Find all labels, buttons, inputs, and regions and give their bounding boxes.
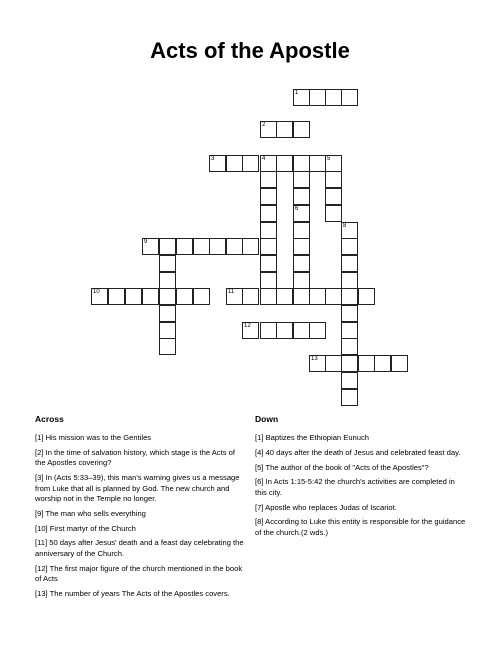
- grid-cell[interactable]: [242, 288, 259, 305]
- grid-cell[interactable]: [293, 288, 310, 305]
- clue-across-10: [10] First martyr of the Church: [35, 523, 136, 533]
- grid-cell[interactable]: [142, 238, 159, 255]
- grid-cell[interactable]: [125, 288, 142, 305]
- clue-number: 8: [343, 223, 347, 229]
- clue-number: 1: [295, 90, 299, 96]
- grid-cell[interactable]: [293, 272, 310, 289]
- grid-cell[interactable]: [260, 238, 277, 255]
- clue-across-12: [12] The first major figure of the church mentioned in the book of Acts: [35, 563, 243, 584]
- grid-cell[interactable]: [226, 288, 243, 305]
- grid-cell[interactable]: [260, 222, 277, 239]
- grid-cell[interactable]: [358, 355, 375, 372]
- grid-cell[interactable]: [325, 188, 342, 205]
- clue-number: 9: [144, 239, 148, 245]
- clue-number: 11: [228, 289, 235, 295]
- clue-number: 3: [211, 156, 215, 162]
- grid-cell[interactable]: [341, 89, 358, 106]
- grid-cell[interactable]: [341, 305, 358, 322]
- grid-cell[interactable]: [341, 338, 358, 355]
- clue-down-8: [8] According to Luke this entity is responsible for the guidance of the church.(2 wds.): [255, 517, 466, 537]
- grid-cell[interactable]: [159, 288, 176, 305]
- grid-cell[interactable]: [293, 322, 310, 339]
- grid-cell[interactable]: [209, 155, 226, 172]
- grid-cell[interactable]: [325, 89, 342, 106]
- grid-cell[interactable]: [242, 238, 259, 255]
- clue-down-5: [5] The author of the book of "Acts of the Apostles"?: [255, 462, 429, 472]
- grid-cell[interactable]: [159, 305, 176, 322]
- grid-cell[interactable]: [293, 89, 310, 106]
- grid-cell[interactable]: [159, 272, 176, 289]
- grid-cell[interactable]: [193, 288, 210, 305]
- clue-number: 10: [93, 289, 100, 295]
- grid-cell[interactable]: [358, 288, 375, 305]
- grid-cell[interactable]: [242, 322, 259, 339]
- clue-down-7: [7] Apostle who replaces Judas of Iscariot.: [255, 502, 397, 512]
- grid-cell[interactable]: [159, 322, 176, 339]
- grid-cell[interactable]: [341, 322, 358, 339]
- clue-number: 13: [311, 356, 318, 362]
- clue-across-2: [2] In the time of salvation history, which stage is the Acts of the Apostles covering?: [35, 447, 235, 468]
- clue-down-6: [6] In Acts 1:15-5:42 the church's activities are completed in this city.: [255, 477, 455, 497]
- clue-number: 6: [295, 206, 299, 212]
- grid-cell[interactable]: [260, 188, 277, 205]
- grid-cell[interactable]: [293, 121, 310, 138]
- grid-cell[interactable]: [260, 288, 277, 305]
- grid-cell[interactable]: [325, 355, 342, 372]
- across-heading: Across: [35, 414, 64, 424]
- clue-across-13: [13] The number of years The Acts of the Apostles covers.: [35, 589, 230, 599]
- grid-cell[interactable]: [260, 121, 277, 138]
- grid-cell[interactable]: [226, 238, 243, 255]
- clue-number: 2: [262, 122, 266, 128]
- clue-number: 5: [327, 156, 331, 162]
- clue-across-11: [11] 50 days after Jesus' death and a feast day celebrating the anniversary of the Church.: [35, 538, 244, 558]
- clue-down-1: [1] Baptizes the Ethiopian Eunuch: [255, 433, 370, 442]
- down-clue-list: [255, 433, 467, 543]
- clue-number: 12: [244, 323, 251, 329]
- grid-cell[interactable]: [260, 272, 277, 289]
- grid-cell[interactable]: [309, 288, 326, 305]
- grid-cell[interactable]: [159, 238, 176, 255]
- grid-cell[interactable]: [391, 355, 408, 372]
- grid-cell[interactable]: [341, 372, 358, 389]
- grid-cell[interactable]: [341, 288, 358, 305]
- grid-cell[interactable]: [341, 255, 358, 272]
- puzzle-title: Acts of the Apostle: [150, 38, 350, 63]
- grid-cell[interactable]: [325, 171, 342, 188]
- grid-cell[interactable]: [226, 155, 243, 172]
- grid-cell[interactable]: [341, 272, 358, 289]
- grid-cell[interactable]: [293, 155, 310, 172]
- grid-cell[interactable]: [159, 255, 176, 272]
- grid-cell[interactable]: [276, 288, 293, 305]
- grid-cell[interactable]: [293, 188, 310, 205]
- grid-cell[interactable]: [309, 355, 326, 372]
- grid-cell[interactable]: [108, 288, 125, 305]
- grid-cell[interactable]: [276, 322, 293, 339]
- grid-cell[interactable]: [293, 205, 310, 222]
- grid-cell[interactable]: [309, 89, 326, 106]
- grid-cell[interactable]: [176, 288, 193, 305]
- grid-cell[interactable]: [325, 288, 342, 305]
- grid-cell[interactable]: [341, 222, 358, 239]
- grid-cell[interactable]: [260, 205, 277, 222]
- clue-number: 4: [262, 156, 266, 162]
- grid-cell[interactable]: [260, 322, 277, 339]
- clue-across-9: [9] The man who sells everything: [35, 508, 146, 518]
- grid-cell[interactable]: [159, 338, 176, 355]
- grid-cell[interactable]: [293, 171, 310, 188]
- grid-cell[interactable]: [276, 121, 293, 138]
- clue-down-4: [4] 40 days after the death of Jesus and celebrated feast day.: [255, 447, 461, 457]
- clue-across-3: [3] In (Acts 5:33–39), this man's warning gives us a message from Luke that all is planned by God. The new church and worship not in the Temple no longer.: [35, 473, 240, 504]
- grid-cell[interactable]: [209, 238, 226, 255]
- grid-cell[interactable]: [293, 238, 310, 255]
- grid-cell[interactable]: [193, 238, 210, 255]
- grid-cell[interactable]: [91, 288, 108, 305]
- grid-cell[interactable]: [325, 205, 342, 222]
- across-clue-list: [35, 433, 247, 604]
- grid-cell[interactable]: [341, 389, 358, 406]
- grid-cell[interactable]: [293, 255, 310, 272]
- grid-cell[interactable]: [341, 238, 358, 255]
- grid-cell[interactable]: [309, 155, 326, 172]
- grid-cell[interactable]: [176, 238, 193, 255]
- grid-cell[interactable]: [309, 322, 326, 339]
- grid-cell[interactable]: [293, 222, 310, 239]
- grid-cell[interactable]: [276, 155, 293, 172]
- grid-cell[interactable]: [341, 355, 358, 372]
- down-heading: Down: [255, 414, 279, 424]
- clue-across-1: [1] His mission was to the Gentiles: [35, 433, 152, 442]
- grid-cell[interactable]: [242, 155, 259, 172]
- grid-cell[interactable]: [142, 288, 159, 305]
- grid-cell[interactable]: [374, 355, 391, 372]
- grid-cell[interactable]: [325, 155, 342, 172]
- grid-cell[interactable]: [260, 155, 277, 172]
- grid-cell[interactable]: [260, 171, 277, 188]
- grid-cell[interactable]: [260, 255, 277, 272]
